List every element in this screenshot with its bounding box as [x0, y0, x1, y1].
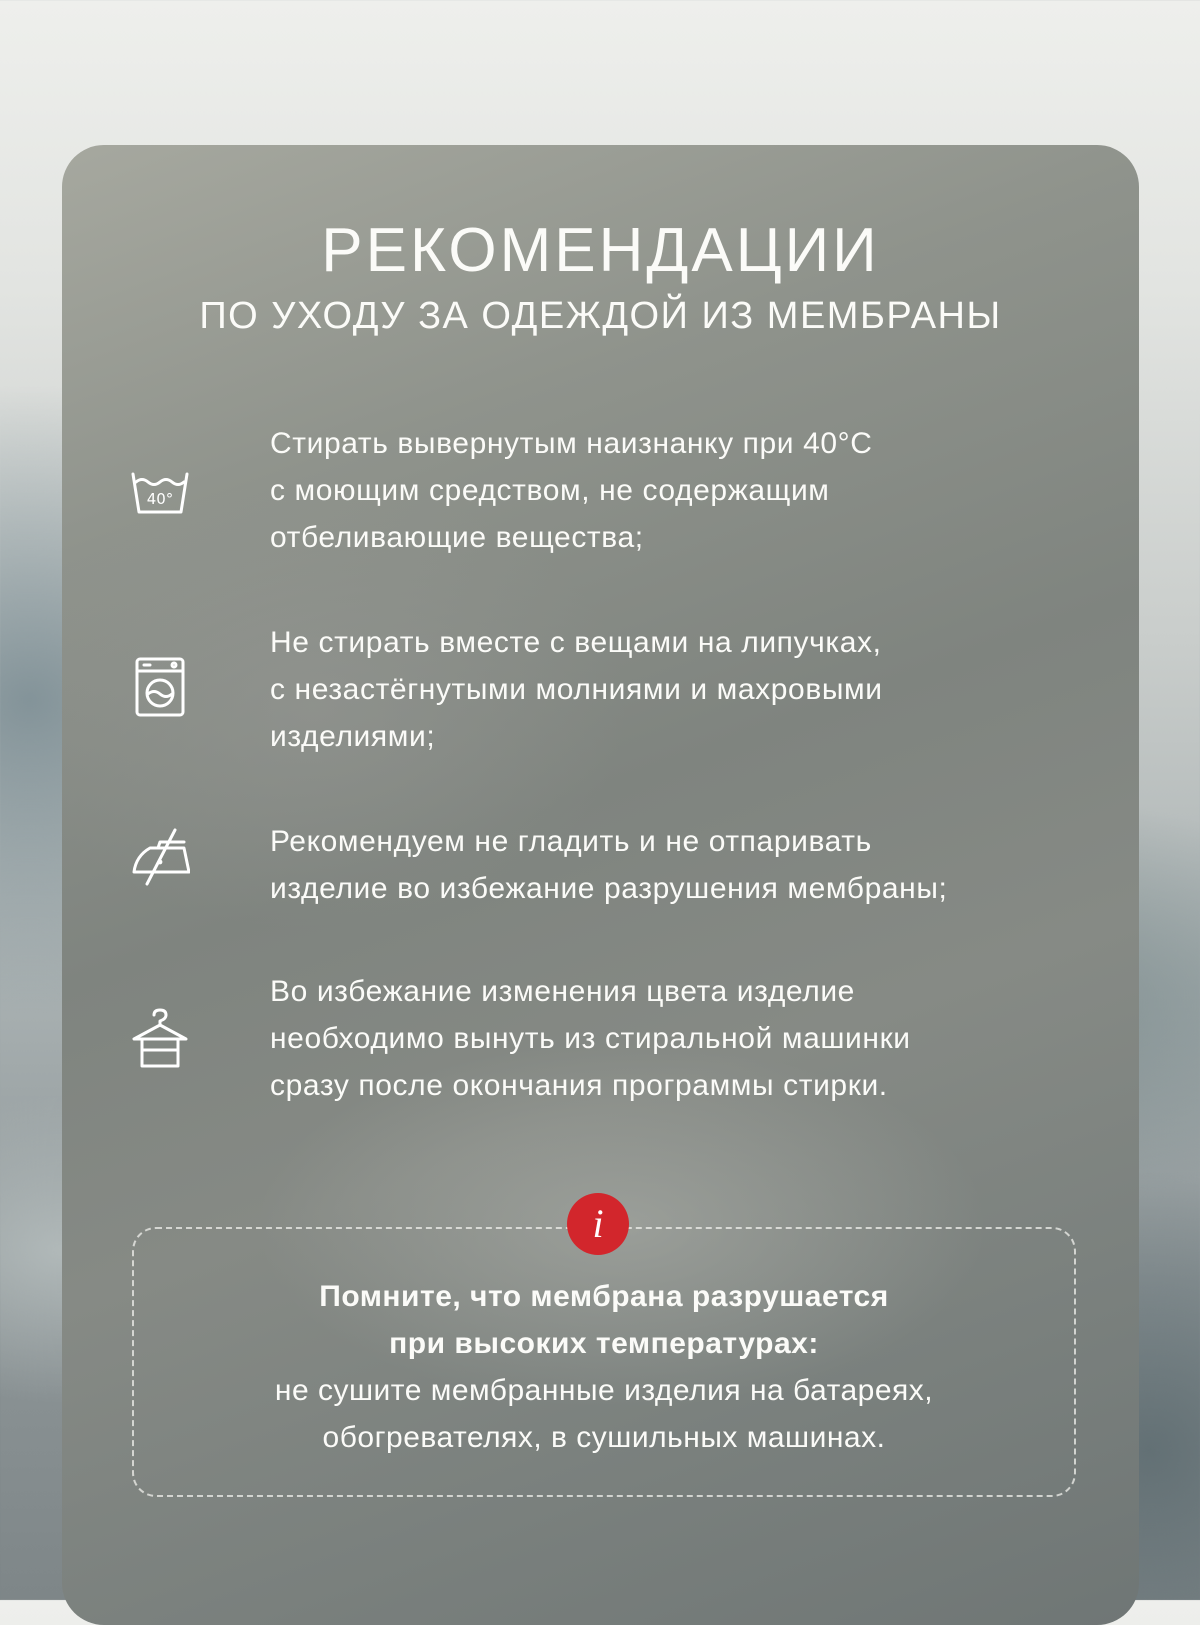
care-item-text: Рекомендуем не гладить и не отпаривать изделие во избежание разрушения мембраны; — [270, 825, 948, 905]
wash-40-icon — [130, 460, 190, 520]
page-title: РЕКОМЕНДАЦИИ — [321, 216, 880, 285]
care-item-text: Во избежание изменения цвета изделие необходимо вынуть из стиральной машинки сразу после окончания программы стирки. — [270, 975, 911, 1102]
svg-text:40°: 40° — [146, 490, 174, 508]
care-card — [62, 145, 1139, 1625]
warning-note-text: Помните, что мембрана разрушается при высоких температурах: не сушите мембранные изделия на батареях, обогревателях, в сушильных машинах. — [274, 1280, 934, 1454]
warning-note — [132, 1227, 1076, 1497]
info-icon: i — [567, 1193, 629, 1255]
hanger-towel-icon — [130, 1008, 190, 1068]
care-item-text: Не стирать вместе с вещами на липучках, с незастёгнутыми молниями и махровыми изделиями; — [270, 626, 883, 753]
care-item-text: Стирать вывернутым наизнанку при 40°C с моющим средством, не содержащим отбеливающие вещества; — [270, 427, 873, 554]
page-subtitle: ПО УХОДУ ЗА ОДЕЖДОЙ ИЗ МЕМБРАНЫ — [199, 295, 1002, 337]
washing-machine-icon — [130, 657, 190, 717]
do-not-iron-icon — [130, 826, 190, 886]
